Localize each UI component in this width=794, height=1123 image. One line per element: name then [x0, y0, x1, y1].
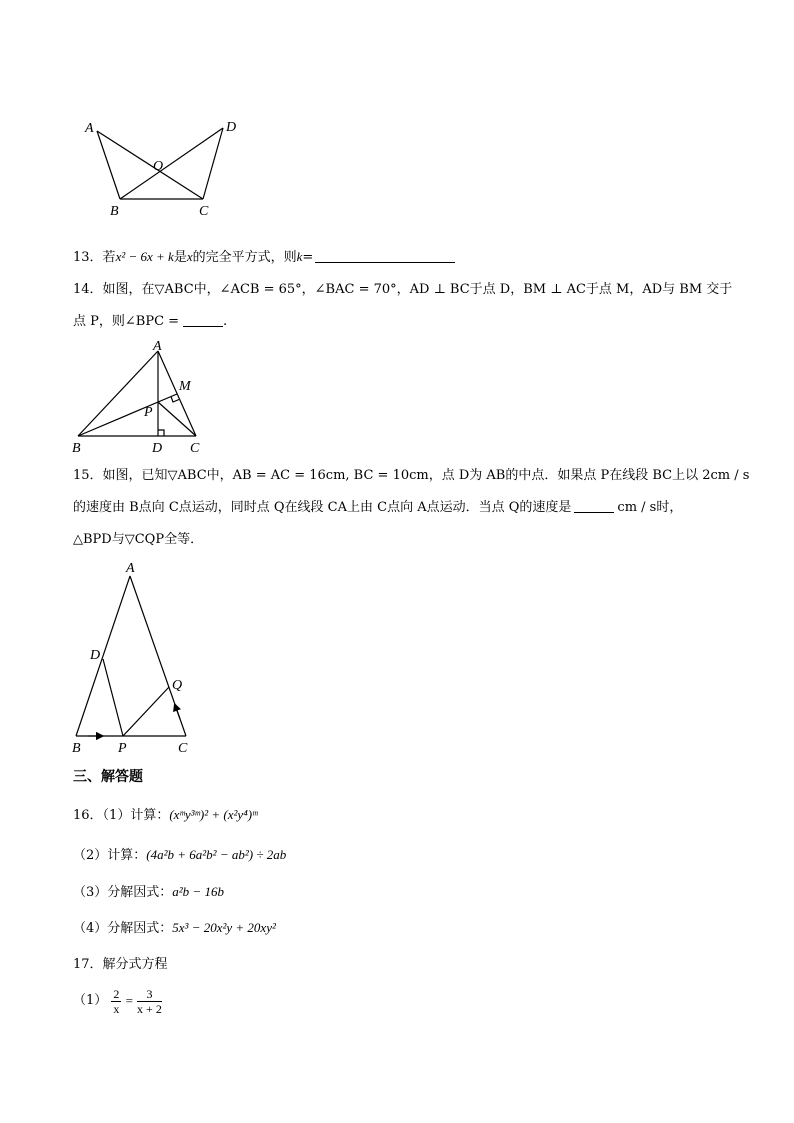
q13-equals: =	[302, 250, 314, 265]
label-B-3: B	[72, 741, 81, 756]
question-16-part-1	[73, 805, 257, 826]
label-B: B	[110, 204, 119, 219]
segment-AB	[97, 131, 120, 199]
q13-number: 13．	[73, 250, 103, 265]
q17-lhs-fraction	[111, 987, 121, 1016]
section-3-heading: 三、解答题	[73, 769, 143, 785]
label-M-2: M	[179, 379, 191, 394]
question-17	[73, 955, 168, 975]
label-D: D	[226, 120, 237, 135]
q16-part-3-expression: a²b − 16b	[172, 884, 224, 899]
question-15-line-1	[73, 466, 749, 486]
q15-text-line-2b: cm / s时，	[617, 500, 683, 515]
segment-AC	[97, 131, 203, 199]
q15-text-line-1: 如图，已知▽ABC中，AB = AC = 16cm, BC = 10cm，点 D为 AB的中点．如果点 P在线段 BC上以 2cm / s	[102, 468, 750, 483]
q13-text-c: 的完全平方式，则	[192, 250, 297, 265]
q13-expression: x² − 6x + k	[115, 249, 174, 264]
motion-arrow-Q	[175, 705, 180, 719]
q14-number: 14．	[73, 282, 103, 297]
segment-PQ	[123, 687, 169, 736]
label-D-3: D	[90, 648, 101, 663]
q16-part-4-label: （4）分解因式：	[73, 921, 173, 936]
right-angle-M	[171, 397, 179, 403]
q17-rhs-denominator: x + 2	[137, 1001, 162, 1016]
q16-part-2-label: （2）计算：	[73, 848, 147, 863]
figure-3-diagram	[66, 555, 206, 760]
question-16-part-3	[73, 882, 224, 903]
q14-text-line-2: 点 P，则∠BPC =	[73, 314, 180, 329]
question-14-line-1	[73, 280, 732, 300]
question-15-line-3	[73, 530, 203, 550]
q14-period: .	[223, 314, 228, 329]
q13-text-a: 若	[102, 250, 116, 265]
q16-part-3-label: （3）分解因式：	[73, 885, 173, 900]
q13-answer-blank[interactable]	[315, 249, 455, 263]
q17-lhs-denominator: x	[113, 1001, 120, 1016]
label-P-2: P	[144, 405, 153, 420]
q16-part-2-expression: (4a²b + 6a²b² − ab²) ÷ 2ab	[146, 847, 287, 862]
q14-text-line-1: 如图，在▽ABC中，∠ACB = 65°，∠BAC = 70°，AD ⊥ BC于点 D，BM ⊥ AC于点 M，AD与 BM 交于	[102, 282, 733, 297]
q17-equals: =	[125, 993, 133, 1008]
q13-text-b: 是	[173, 250, 187, 265]
label-O: O	[153, 159, 164, 174]
q13-k: k	[296, 249, 303, 264]
segment-CD	[203, 128, 223, 199]
q15-answer-blank[interactable]	[574, 499, 614, 513]
segment-DB	[120, 128, 223, 199]
label-P-3: P	[118, 741, 127, 756]
label-B-2: B	[72, 441, 81, 456]
q16-part-1-label: （1）计算：	[102, 808, 170, 823]
q16-part-4-expression: 5x³ − 20x²y + 20xy²	[172, 920, 276, 935]
q15-text-line-3: △BPD与▽CQP全等．	[73, 532, 204, 547]
segment-DP	[103, 659, 123, 736]
q15-text-line-2a: 的速度由 B点向 C点运动，同时点 Q在线段 CA上由 C点向 A点运动．当点 Q的速度是	[73, 500, 572, 515]
q16-number: 16．	[73, 808, 103, 823]
label-D-2: D	[152, 441, 163, 456]
label-A-2: A	[153, 339, 162, 354]
q13-variable: x	[186, 249, 193, 264]
question-14-line-2	[73, 312, 227, 332]
question-15-line-2	[73, 498, 682, 518]
question-13	[73, 247, 455, 268]
label-C-3: C	[178, 741, 188, 756]
q17-title: 解分式方程	[102, 957, 168, 972]
label-Q-3: Q	[172, 678, 183, 693]
label-C-2: C	[190, 441, 200, 456]
q17-lhs-numerator: 2	[113, 986, 120, 1001]
q17-rhs-fraction	[137, 987, 162, 1016]
question-16-part-4	[73, 918, 276, 939]
figure-1-diagram	[80, 115, 250, 223]
q14-answer-blank[interactable]	[183, 313, 223, 327]
label-A-3: A	[126, 561, 135, 576]
label-C: C	[199, 204, 209, 219]
label-A: A	[85, 121, 94, 136]
segment-AB-3	[76, 576, 130, 736]
q17-number: 17．	[73, 957, 103, 972]
q15-number: 15．	[73, 468, 103, 483]
q16-part-1-expression: (xᵐy³ᵐ)² + (x²y⁴)ᵐ	[169, 807, 258, 822]
right-angle-D	[158, 430, 164, 436]
question-16-part-2	[73, 845, 286, 866]
segment-AB-2	[78, 351, 158, 436]
question-17-part-1	[73, 985, 162, 1018]
q17-rhs-numerator: 3	[137, 987, 162, 1002]
q17-part-1-label: （1）	[73, 993, 108, 1008]
figure-2-diagram	[66, 338, 216, 458]
